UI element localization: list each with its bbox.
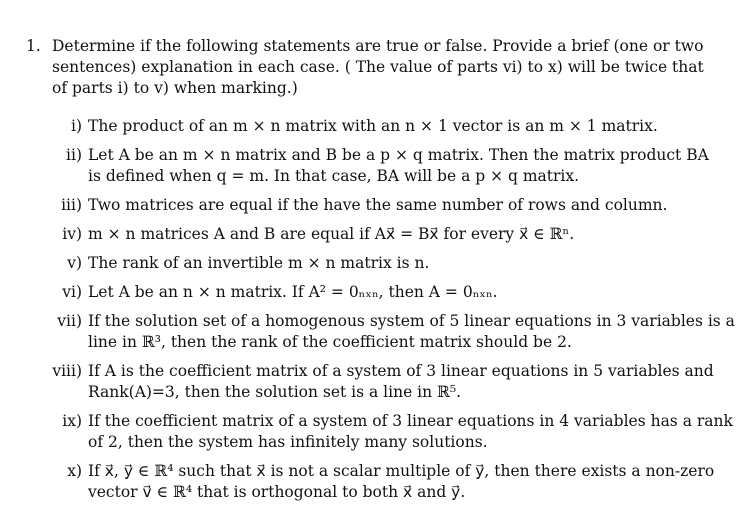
statement-text bbox=[88, 253, 712, 274]
statement-line: The rank of an invertible m × n matrix is n. bbox=[88, 254, 430, 272]
statement-text bbox=[88, 282, 712, 303]
statement-label: x) bbox=[67, 462, 82, 480]
statement-text bbox=[88, 195, 712, 216]
statement-line: If x⃗, y⃗ ∈ ℝ⁴ such that x⃗ is not a scalar multiple of y⃗, then there exists a non-zero bbox=[88, 462, 715, 480]
statement-text bbox=[88, 116, 712, 137]
statement-line: line in ℝ³, then the rank of the coefficient matrix should be 2. bbox=[88, 333, 572, 351]
statement-label: ii) bbox=[66, 146, 82, 164]
statement-line: of 2, then the system has infinitely many solutions. bbox=[88, 433, 488, 451]
statement-line: Two matrices are equal if the have the same number of rows and column. bbox=[88, 196, 668, 214]
statement-label: vi) bbox=[62, 283, 82, 301]
statement-text bbox=[88, 311, 735, 353]
statement-line: The product of an m × n matrix with an n × 1 vector is an m × 1 matrix. bbox=[88, 117, 658, 135]
statement-line: If A is the coefficient matrix of a system of 3 linear equations in 5 variables and bbox=[88, 362, 714, 380]
intro-line: of parts i) to v) when marking.) bbox=[52, 79, 298, 97]
statement-label: iii) bbox=[61, 196, 82, 214]
statement-line: Let A be an n × n matrix. If A² = 0ₙₓₙ, then A = 0ₙₓₙ. bbox=[88, 283, 498, 301]
statement-label: i) bbox=[70, 117, 82, 135]
statement-text bbox=[88, 411, 733, 453]
statement-label: viii) bbox=[52, 362, 82, 380]
statement-label: ix) bbox=[62, 412, 82, 430]
statement-text bbox=[88, 461, 715, 503]
intro-line: Determine if the following statements are true or false. Provide a brief (one or two bbox=[52, 37, 704, 55]
statement-text bbox=[88, 145, 712, 187]
statement-line: vector v⃗ ∈ ℝ⁴ that is orthogonal to both x⃗ and y⃗. bbox=[88, 483, 466, 501]
statement-label: vii) bbox=[57, 312, 82, 330]
statement-line: If the solution set of a homogenous system of 5 linear equations in 3 variables is a bbox=[88, 312, 735, 330]
question-intro bbox=[52, 36, 712, 99]
statement-label: iv) bbox=[62, 225, 82, 243]
statement-label: v) bbox=[67, 254, 82, 272]
statement-text bbox=[88, 224, 712, 245]
statement-line: is defined when q = m. In that case, BA will be a p × q matrix. bbox=[88, 167, 580, 185]
intro-line: sentences) explanation in each case. ( The value of parts vi) to x) will be twice that bbox=[52, 58, 704, 76]
statement-text bbox=[88, 361, 712, 403]
statement-line: If the coefficient matrix of a system of 3 linear equations in 4 variables has a rank bbox=[88, 412, 733, 430]
statement-line: Let A be an m × n matrix and B be a p × q matrix. Then the matrix product BA bbox=[88, 146, 709, 164]
question-number: 1. bbox=[26, 37, 41, 55]
statement-line: m × n matrices A and B are equal if Ax⃗ = Bx⃗ for every x⃗ ∈ ℝⁿ. bbox=[88, 225, 575, 243]
statement-line: Rank(A)=3, then the solution set is a line in ℝ⁵. bbox=[88, 383, 462, 401]
